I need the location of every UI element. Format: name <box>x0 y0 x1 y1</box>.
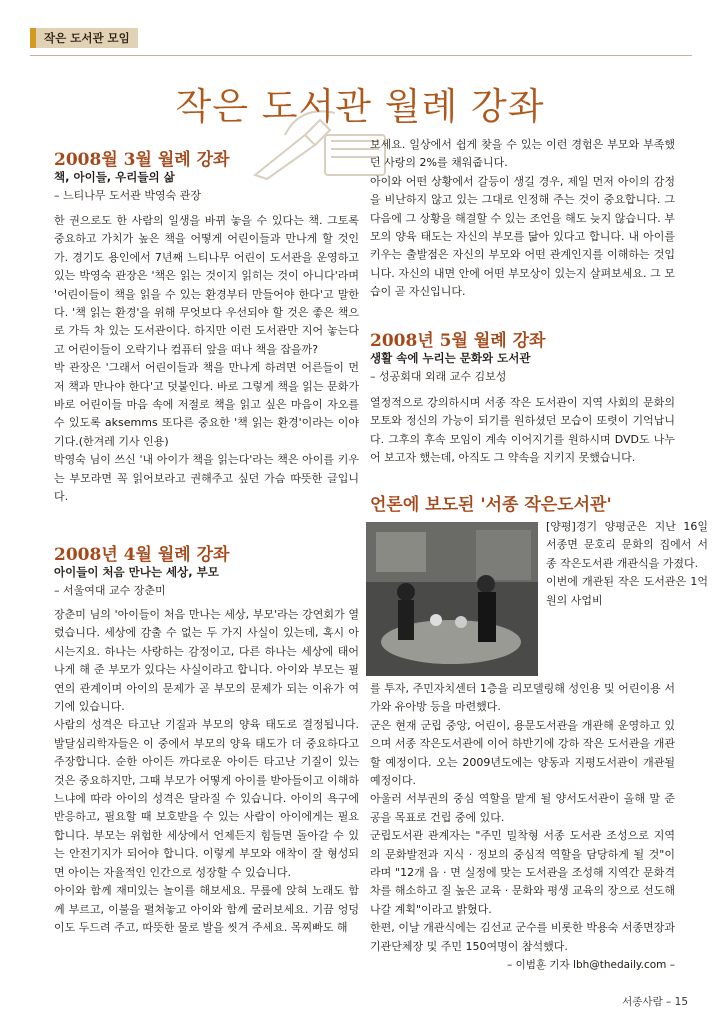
paragraph: 박영숙 님이 쓰신 '내 아이가 책을 읽는다'라는 책은 아이를 키우는 부모라면 꼭 읽어보라고 권해주고 싶던 가슴 따뜻한 글입니다. <box>54 453 359 504</box>
paragraph: 아울러 서부권의 중심 역할을 맡게 될 양서도서관이 올해 말 준공을 목표로 건립 중에 있다. <box>370 792 675 824</box>
press-body <box>370 680 675 975</box>
press-credit: – 이범훈 기자 lbh@thedaily.com – <box>507 959 675 972</box>
may-speaker: – 성공회대 외래 교수 김보성 <box>370 370 507 383</box>
section-tag <box>30 28 138 48</box>
paragraph: 사람의 성격은 타고난 기질과 부모의 양육 태도로 결정됩니다. 발달심리학자들은 이 중에서 부모의 양육 태도가 더 중요하다고 주장합니다. 순한 아이든 까다로운 아이든 타고난 기질이 있는 것은 중요하지만, 그때 부모가 어떻게 아이를 받아들이고 이해하느냐에 따라 아이의 성격은 달라질 수 있습니다. 아이의 욕구에 반응하고, 필요할 때 보호받을 수 있는 사람이 아이에게는 필요합니다. 부모는 위험한 세상에서 언제든지 힘들면 돌아갈 수 있는 안전기지가 되어야 합니다. 이렇게 부모와 애착이 잘 형성되면 아이는 자율적인 인간으로 성장할 수 있습니다. <box>54 718 359 879</box>
april-continued <box>370 136 675 302</box>
march-heading: 2008월 3월 월례 강좌 <box>54 150 230 170</box>
paragraph: [양평]경기 양평군은 지난 16일 서종면 문호리 문화의 집에서 서종 작은도서관 개관식을 가졌다. <box>546 520 708 570</box>
april-speaker: – 서울여대 교수 장춘미 <box>54 584 166 597</box>
press-heading: 언론에 보도된 '서종 작은도서관' <box>370 495 612 515</box>
paragraph: 한편, 이날 개관식에는 김선교 군수를 비롯한 박용숙 서종면장과 기관단체장 및 주민 150여명이 참석했다. <box>370 921 675 953</box>
paragraph: 이번에 개관된 작은 도서관은 1억원의 사업비 <box>546 575 708 607</box>
paragraph: 군립도서관 관계자는 "주민 밀착형 서종 도서관 조성으로 지역의 문화발전과 지식 · 정보의 중심적 역할을 담당하게 될 것"이라며 "12개 읍 · 면 실정에 맞는 도서관을 조성해 지역간 문화격차를 해소하고 질 높은 교육 · 문화와 평생 교육의 장으로 선도해 나갈 계획"이라고 밝혔다. <box>370 829 675 916</box>
april-subtitle: 아이들이 처음 만나는 세상, 부모 <box>54 565 219 579</box>
may-subtitle: 생활 속에 누리는 문화와 도서관 <box>370 351 531 365</box>
paragraph: 를 투자, 주민자치센터 1층을 리모델링해 성인용 및 어린이용 서가와 유아방 등을 마련했다. <box>370 682 675 714</box>
press-intro <box>546 518 708 610</box>
march-subtitle: 책, 아이들, 우리들의 삶 <box>54 170 175 184</box>
page-title: 작은 도서관 월례 강좌 <box>175 85 545 128</box>
april-body <box>54 606 359 937</box>
page-number: 서종사람 – 15 <box>622 996 688 1008</box>
header-rule <box>30 55 692 56</box>
paragraph: 아이와 어떤 상황에서 갈등이 생길 경우, 제일 먼저 아이의 감정을 비난하지 않고 있는 그대로 인정해 주는 것이 중요합니다. 그 다음에 그 상황을 해결할 수 있는 조언을 해도 늦지 않습니다. 부모의 양육 태도는 자신의 부모를 닮아 있다고 합니다. 내 아이를 키우는 출발점은 자신의 부모와 어떤 관계인지를 이해하는 것입니다. 자신의 내면 안에 어떤 부모상이 있는지 살펴보세요. 그 모습이 곧 자신입니다. <box>370 174 675 299</box>
march-body <box>54 212 359 507</box>
paragraph: 박 관장은 '그래서 어린이들과 책을 만나게 하려면 어른들이 먼저 책과 만나야 한다'고 덧붙인다. 바로 그렇게 책을 읽는 문화가 바로 어린이들 마음 속에 저절로 책을 읽고 싶은 마음이 자오를 수 있도록 aksemms 또다른 중요한 '책 읽는 환경'이라는 이야기다.(한겨레 기사 인용) <box>54 361 359 448</box>
may-heading: 2008년 5월 월례 강좌 <box>370 331 546 351</box>
paragraph: 보세요. 일상에서 쉽게 찾을 수 있는 이런 경험은 부모와 부족했던 사랑의 2%를 채워줍니다. <box>370 138 675 170</box>
paragraph: 열정적으로 강의하시며 서종 작은 도서관이 지역 사회의 문화의 모토와 정신의 가능이 되기를 원하셨던 모습이 또렷이 기억납니다. 그후의 후속 모임이 계속 이어지기를 원하시며 DVD도 나누어 보고자 했는데, 아직도 그 약속을 지키지 못했습니다. <box>370 396 675 465</box>
april-heading: 2008년 4월 월례 강좌 <box>54 545 230 565</box>
paragraph: 군은 현재 군립 중앙, 어린이, 용문도서관을 개관해 운영하고 있으며 서종 작은도서관에 이어 하반기에 강하 작은 도서관을 개관할 예정이다. 오는 2009년도에는 양동과 지평도서관이 개관될 예정이다. <box>370 718 675 788</box>
paragraph: 아이와 함께 재미있는 놀이를 해보세요. 무릎에 앉혀 노래도 함께 부르고, 이불을 펼쳐놓고 아이와 함께 굴러보세요. 기끔 엉덩이도 두드려 주고, 따뜻한 물로 발을 씻겨 주세요. 목찌빠도 해 <box>54 884 359 934</box>
paragraph: 장춘미 님의 '아이들이 처음 만나는 세상, 부모'라는 강연회가 열렸습니다. 세상에 감출 수 없는 두 가지 사실이 있는데, 혹시 아시는지요. 하나는 사랑하는 감정이고, 다른 하나는 세상에 태어나게 해 준 부모가 있다는 사실이라고 합니다. 아이와 부모는 필연의 관계이며 아이의 문제가 곧 부모의 문제가 되는 이유가 여기에 있습니다. <box>54 608 359 714</box>
may-body <box>370 394 675 468</box>
march-speaker: – 느티나무 도서관 박영숙 관장 <box>54 189 201 202</box>
section-tag-label: 작은 도서관 모임 <box>44 31 130 45</box>
library-opening-photo <box>366 522 538 676</box>
paragraph: 한 권으로도 한 사람의 일생을 바뀌 놓을 수 있다는 책. 그토록 중요하고 가치가 높은 책을 어떻게 어린이들과 만나게 할 것인가. 경기도 용인에서 7년째 느티나무 어린이 도서관을 운영하고 있는 박영숙 관장은 '책은 읽는 것이지 읽히는 것이 아니다'라며 '어린이들이 책을 읽을 수 있는 환경부터 만들어야 한다'고 말한다. '책 읽는 환경'을 위해 무엇보다 우선되야 할 것은 좋은 책으로 가득 차 있는 도서관이다. 하지만 이런 도서관만 지어 놓는다고 어린이들이 오락기나 컴퓨터 앞을 떠나 책을 잡을까? <box>54 214 359 356</box>
